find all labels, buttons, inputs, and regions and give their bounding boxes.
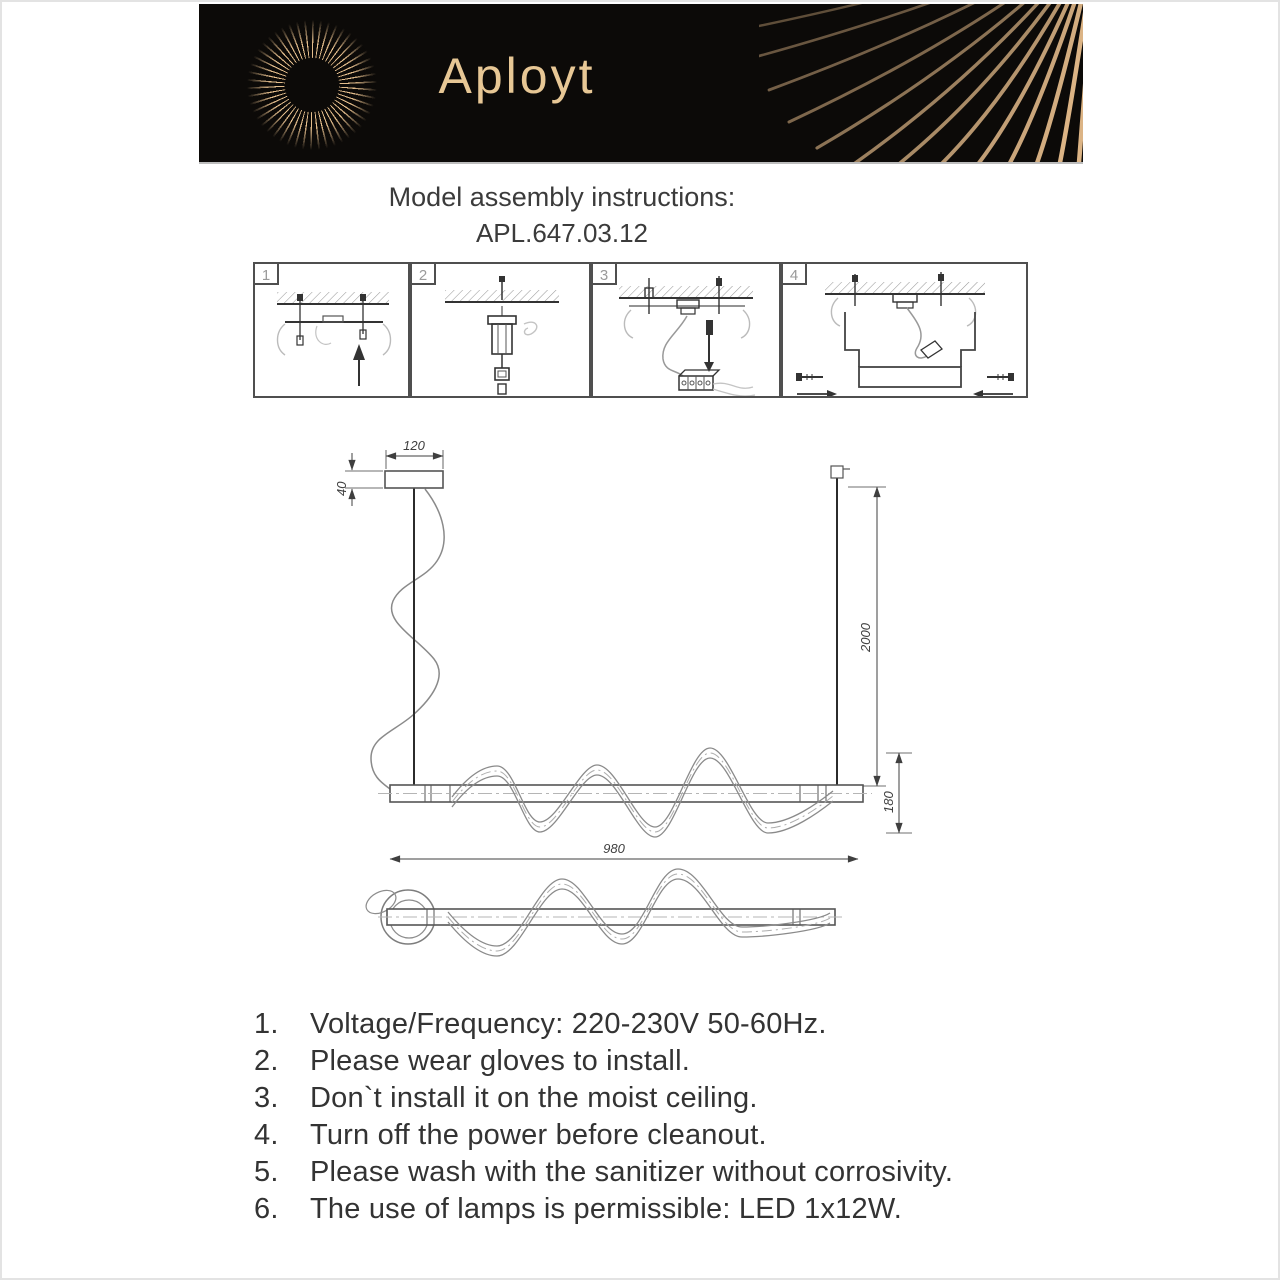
step-2-sketch <box>412 264 589 396</box>
instruction-item <box>254 1154 953 1191</box>
item-text: Please wash with the sanitizer without corrosivity. <box>310 1156 954 1188</box>
item-text: Voltage/Frequency: 220-230V 50-60Hz. <box>310 1008 827 1040</box>
item-number: 4. <box>254 1119 279 1151</box>
dim-body-length-label: 980 <box>603 841 625 856</box>
right-ceiling-fixture <box>831 466 843 478</box>
model-number: APL.647.03.12 <box>475 218 649 248</box>
item-number: 5. <box>254 1156 279 1188</box>
assembly-step-2 <box>410 262 591 398</box>
dim-suspension-length-label: 2000 <box>858 623 873 652</box>
step-number: 4 <box>781 262 807 285</box>
instruction-item <box>254 1080 953 1117</box>
item-text: Don`t install it on the moist ceiling. <box>310 1082 758 1114</box>
instruction-item <box>254 1191 953 1228</box>
assembly-step-1 <box>253 262 410 398</box>
brand-wordmark: Aployt <box>438 48 596 104</box>
rays-decoration-icon <box>759 4 1083 162</box>
item-number: 3. <box>254 1082 279 1114</box>
item-text: The use of lamps is permissible: LED 1x12W. <box>310 1193 903 1225</box>
step-number: 3 <box>591 262 617 285</box>
sunburst-logo-icon <box>245 18 379 152</box>
page-title: Model assembly instructions: <box>388 182 736 212</box>
step-4-sketch <box>783 264 1026 396</box>
item-number: 2. <box>254 1045 279 1077</box>
top-view <box>362 869 845 956</box>
power-cable <box>371 489 444 789</box>
step-number: 2 <box>410 262 436 285</box>
title-block <box>222 180 902 250</box>
assembly-step-3 <box>591 262 781 398</box>
dim-canopy-width-label: 120 <box>403 438 425 453</box>
item-number: 1. <box>254 1008 279 1040</box>
instruction-item <box>254 1006 953 1043</box>
assembly-step-4 <box>781 262 1028 398</box>
side-view <box>371 466 872 837</box>
item-text: Please wear gloves to install. <box>310 1045 690 1077</box>
item-number: 6. <box>254 1193 279 1225</box>
dim-body-height-label: 180 <box>881 791 896 813</box>
instruction-list <box>254 1006 953 1228</box>
step-number: 1 <box>253 262 279 285</box>
ceiling-canopy <box>385 471 443 488</box>
instruction-item <box>254 1117 953 1154</box>
dimension-drawing <box>330 430 942 1010</box>
item-text: Turn off the power before cleanout. <box>310 1119 767 1151</box>
brand-banner <box>199 4 1083 164</box>
instruction-item <box>254 1043 953 1080</box>
step-3-sketch <box>593 264 779 396</box>
dim-canopy-height-label: 40 <box>334 481 349 496</box>
